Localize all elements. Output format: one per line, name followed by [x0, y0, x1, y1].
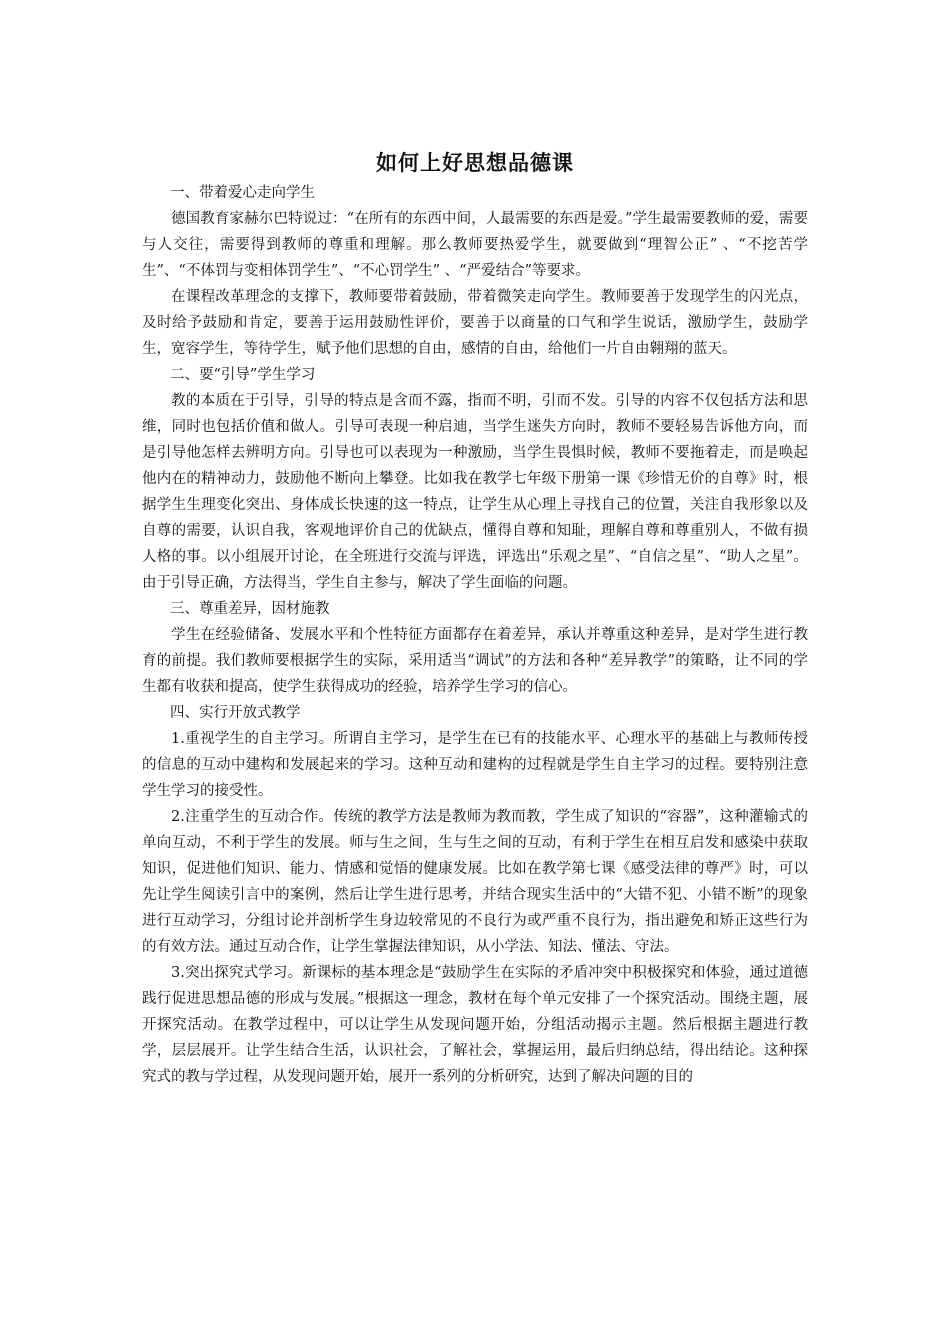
paragraph: 在课程改革理念的支撑下，教师要带着鼓励，带着微笑走向学生。教师要善于发现学生的闪光点，及时给予鼓励和肯定，要善于运用鼓励性评价，要善于以商量的口气和学生说话，激励学生，鼓励学生，宽容学生，等待学生，赋予他们思想的自由，感情的自由，给他们一片自由翱翔的蓝天。 [142, 289, 808, 357]
section-heading: 三、尊重差异，因材施教 [170, 601, 330, 617]
document-title: 如何上好思想品德课 [376, 150, 574, 175]
section-1 [142, 180, 808, 362]
paragraph: 教的本质在于引导，引导的特点是含而不露，指而不明，引而不发。引导的内容不仅包括方法和思维，同时也包括价值和做人。引导可表现一种启迪，当学生迷失方向时，教师不要轻易告诉他方向，而是引导他怎样去辨明方向。引导也可以表现为一种激励，当学生畏惧时候，教师不要拖着走，而是唤起他内在的精神动力，鼓励他不断向上攀登。比如我在教学七年级下册第一课《珍惜无价的自尊》时，根据学生生理变化突出、身体成长快速的这一特点，让学生从心理上寻找自己的位置，关注自我形象以及自尊的需要，认识自我，客观地评价自己的优缺点，懂得自尊和知耻，理解自尊和尊重别人，不做有损人格的事。以小组展开讨论，在全班进行交流与评选，评选出“乐观之星”、“自信之星”、“助人之星”。由于引导正确，方法得当，学生自主参与，解决了学生面临的问题。 [142, 393, 808, 591]
paragraph: 1.重视学生的自主学习。所谓自主学习，是学生在已有的技能水平、心理水平的基础上与教师传授的信息的互动中建构和发展起来的学习。这种互动和建构的过程就是学生自主学习的过程。要特别注意学生学习的接受性。 [142, 731, 808, 799]
section-heading: 四、实行开放式教学 [170, 705, 301, 721]
paragraph: 2.注重学生的互动合作。传统的教学方法是教师为教而教，学生成了知识的“容器”，这种灌输式的单向互动，不利于学生的发展。师与生之间，生与生之间的互动，有利于学生在相互启发和感染中获取知识，促进他们知识、能力、情感和觉悟的健康发展。比如在教学第七课《感受法律的尊严》时，可以先让学生阅读引言中的案例，然后让学生进行思考，并结合现实生活中的“大错不犯、小错不断”的现象进行互动学习，分组讨论并剖析学生身边较常见的不良行为或严重不良行为，指出避免和矫正这些行为的有效方法。通过互动合作，让学生掌握法律知识，从小学法、知法、懂法、守法。 [142, 809, 808, 955]
section-4 [142, 700, 808, 1090]
section-2 [142, 362, 808, 596]
paragraph: 3.突出探究式学习。新课标的基本理念是“鼓励学生在实际的矛盾冲突中积极探究和体验，通过道德践行促进思想品德的形成与发展。”根据这一理念，教材在每个单元安排了一个探究活动。围绕主题，展开探究活动。在教学过程中，可以让学生从发现问题开始，分组活动揭示主题。然后根据主题进行教学，层层展开。让学生结合生活，认识社会，了解社会，掌握运用，最后归纳总结，得出结论。这种探究式的教与学过程，从发现问题开始，展开一系列的分析研究，达到了解决问题的目的 [142, 965, 808, 1085]
section-heading: 一、带着爱心走向学生 [170, 185, 315, 201]
paragraph: 学生在经验储备、发展水平和个性特征方面都存在着差异，承认并尊重这种差异，是对学生进行教育的前提。我们教师要根据学生的实际，采用适当“调试”的方法和各种“差异教学”的策略，让不同的学生都有收获和提高，使学生获得成功的经验，培养学生学习的信心。 [142, 627, 808, 695]
section-heading: 二、要“引导”学生学习 [170, 367, 316, 383]
paragraph: 德国教育家赫尔巴特说过：“在所有的东西中间，人最需要的东西是爱。”学生最需要教师的爱，需要与人交往，需要得到教师的尊重和理解。那么教师要热爱学生，就要做到“理智公正” 、“不挖苦学生”、“不体罚与变相体罚学生”、“不心罚学生” 、“严爱结合”等要求。 [142, 211, 808, 279]
document-body [142, 146, 808, 1090]
section-3 [142, 596, 808, 700]
